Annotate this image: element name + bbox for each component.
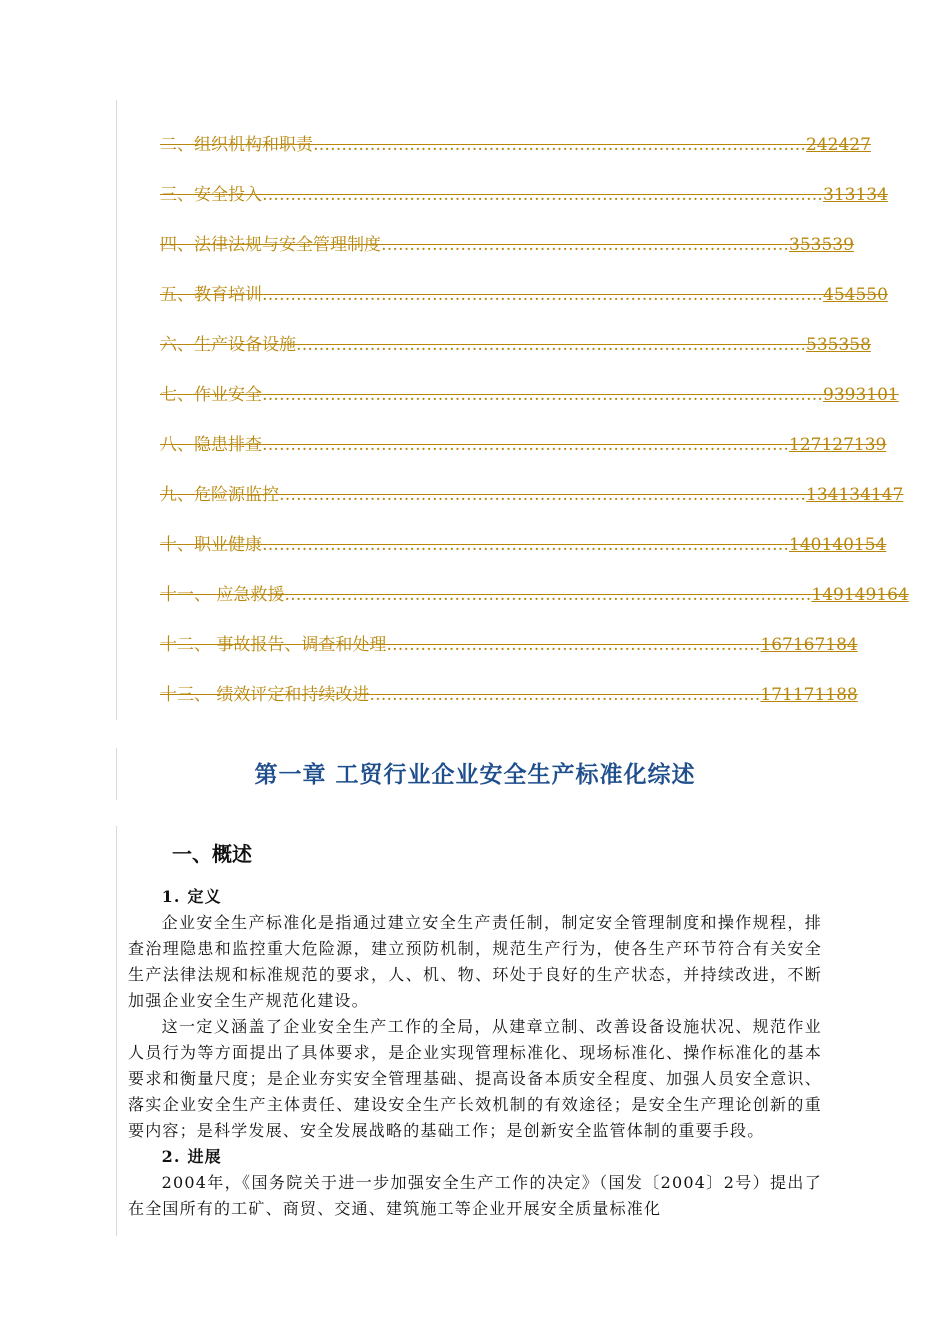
toc-leader-dots: ……………………………………………………………………………………… bbox=[262, 285, 823, 305]
toc-page-number: 140140154 bbox=[789, 535, 887, 555]
toc-leader-dots: ……………………………………………………………………………… bbox=[296, 335, 806, 355]
toc-leader-dots: …………………………………………………………………………… bbox=[313, 135, 806, 155]
paragraph: 企业安全生产标准化是指通过建立安全生产责任制，制定安全管理制度和操作规程，排查治理隐患和监控重大危险源，建立预防机制，规范生产行为，使各生产环节符合有关安全生产法律法规和标准规范的要求，人、机、物、环处于良好的生产状态，并持续改进，不断加强企业安全生产规范化建设。 bbox=[128, 913, 822, 1010]
body-text bbox=[128, 884, 822, 1222]
toc-entry[interactable] bbox=[160, 660, 858, 710]
toc-entry-label: 七、作业安全 bbox=[160, 385, 262, 405]
toc-entry-label: 五、教育培训 bbox=[160, 285, 262, 305]
toc-entry-label: 四、法律法规与安全管理制度 bbox=[160, 235, 381, 255]
toc-entry[interactable] bbox=[160, 560, 909, 610]
toc-page-number: 242427 bbox=[806, 135, 871, 155]
toc-entry[interactable] bbox=[160, 610, 858, 660]
toc-entry-label: 十二、 事故报告、调查和处理 bbox=[160, 635, 387, 655]
margin-line-top bbox=[116, 100, 117, 720]
toc-page-number: 149149164 bbox=[811, 585, 909, 605]
subsection-heading: 1. 定义 bbox=[161, 887, 222, 906]
chapter-title: 第一章 工贸行业企业安全生产标准化综述 bbox=[254, 762, 696, 788]
toc-leader-dots: ………………………………………………………………………………… bbox=[262, 435, 789, 455]
toc-entry[interactable] bbox=[160, 110, 871, 160]
toc-entry[interactable] bbox=[160, 210, 854, 260]
toc-entry[interactable] bbox=[160, 510, 887, 560]
toc-entry[interactable] bbox=[160, 360, 899, 410]
toc-leader-dots: ……………………………………………………………………………………… bbox=[262, 185, 823, 205]
toc-page-number: 127127139 bbox=[789, 435, 887, 455]
margin-line-bottom bbox=[116, 826, 117, 1236]
paragraph: 这一定义涵盖了企业安全生产工作的全局，从建章立制、改善设备设施状况、规范作业人员行为等方面提出了具体要求，是企业实现管理标准化、现场标准化、操作标准化的基本要求和衡量尺度；是企业夯实安全管理基础、提高设备本质安全程度、加强人员安全意识、落实企业安全生产主体责任、建设安全生产长效机制的有效途径；是安全生产理论创新的重要内容；是科学发展、安全发展战略的基础工作；是创新安全监管体制的重要手段。 bbox=[128, 1017, 822, 1140]
toc-leader-dots: ………………………………………………………… bbox=[386, 635, 761, 655]
section-title: 一、概述 bbox=[172, 842, 252, 866]
toc-entry[interactable] bbox=[160, 460, 904, 510]
toc-entry-label: 十三、 绩效评定和持续改进 bbox=[160, 685, 370, 705]
toc-entry[interactable] bbox=[160, 310, 871, 360]
toc-entry-label: 八、隐患排查 bbox=[160, 435, 262, 455]
table-of-contents bbox=[160, 110, 909, 710]
toc-page-number: 171171188 bbox=[760, 685, 858, 705]
toc-entry-label: 九、危险源监控 bbox=[160, 485, 279, 505]
toc-page-number: 167167184 bbox=[760, 635, 858, 655]
toc-entry[interactable] bbox=[160, 160, 888, 210]
toc-entry-label: 六、生产设备设施 bbox=[160, 335, 296, 355]
toc-leader-dots: ……………………………………………………………………………………… bbox=[262, 385, 823, 405]
toc-page-number: 353539 bbox=[789, 235, 854, 255]
toc-page-number: 535358 bbox=[806, 335, 871, 355]
toc-entry-label: 十一、 应急救援 bbox=[160, 585, 285, 605]
subsection-heading: 2. 进展 bbox=[161, 1147, 222, 1166]
toc-entry[interactable] bbox=[160, 410, 887, 460]
toc-entry-label: 二、组织机构和职责 bbox=[160, 135, 313, 155]
toc-page-number: 9393101 bbox=[823, 385, 899, 405]
toc-page-number: 313134 bbox=[823, 185, 888, 205]
toc-leader-dots: ………………………………………………………………………………… bbox=[279, 485, 806, 505]
toc-page-number: 454550 bbox=[823, 285, 888, 305]
paragraph: 2004年，《国务院关于进一步加强安全生产工作的决定》（国发〔2004〕2号）提出了在全国所有的工矿、商贸、交通、建筑施工等企业开展安全质量标准化 bbox=[128, 1173, 822, 1218]
toc-entry[interactable] bbox=[160, 260, 888, 310]
toc-leader-dots: …………………………………………………………… bbox=[369, 685, 761, 705]
toc-leader-dots: ………………………………………………………………………………… bbox=[262, 535, 789, 555]
toc-leader-dots: ………………………………………………………………………………… bbox=[284, 585, 812, 605]
toc-leader-dots: ……………………………………………………………… bbox=[381, 235, 789, 255]
toc-page-number: 134134147 bbox=[806, 485, 904, 505]
toc-entry-label: 三、安全投入 bbox=[160, 185, 262, 205]
toc-entry-label: 十、职业健康 bbox=[160, 535, 262, 555]
